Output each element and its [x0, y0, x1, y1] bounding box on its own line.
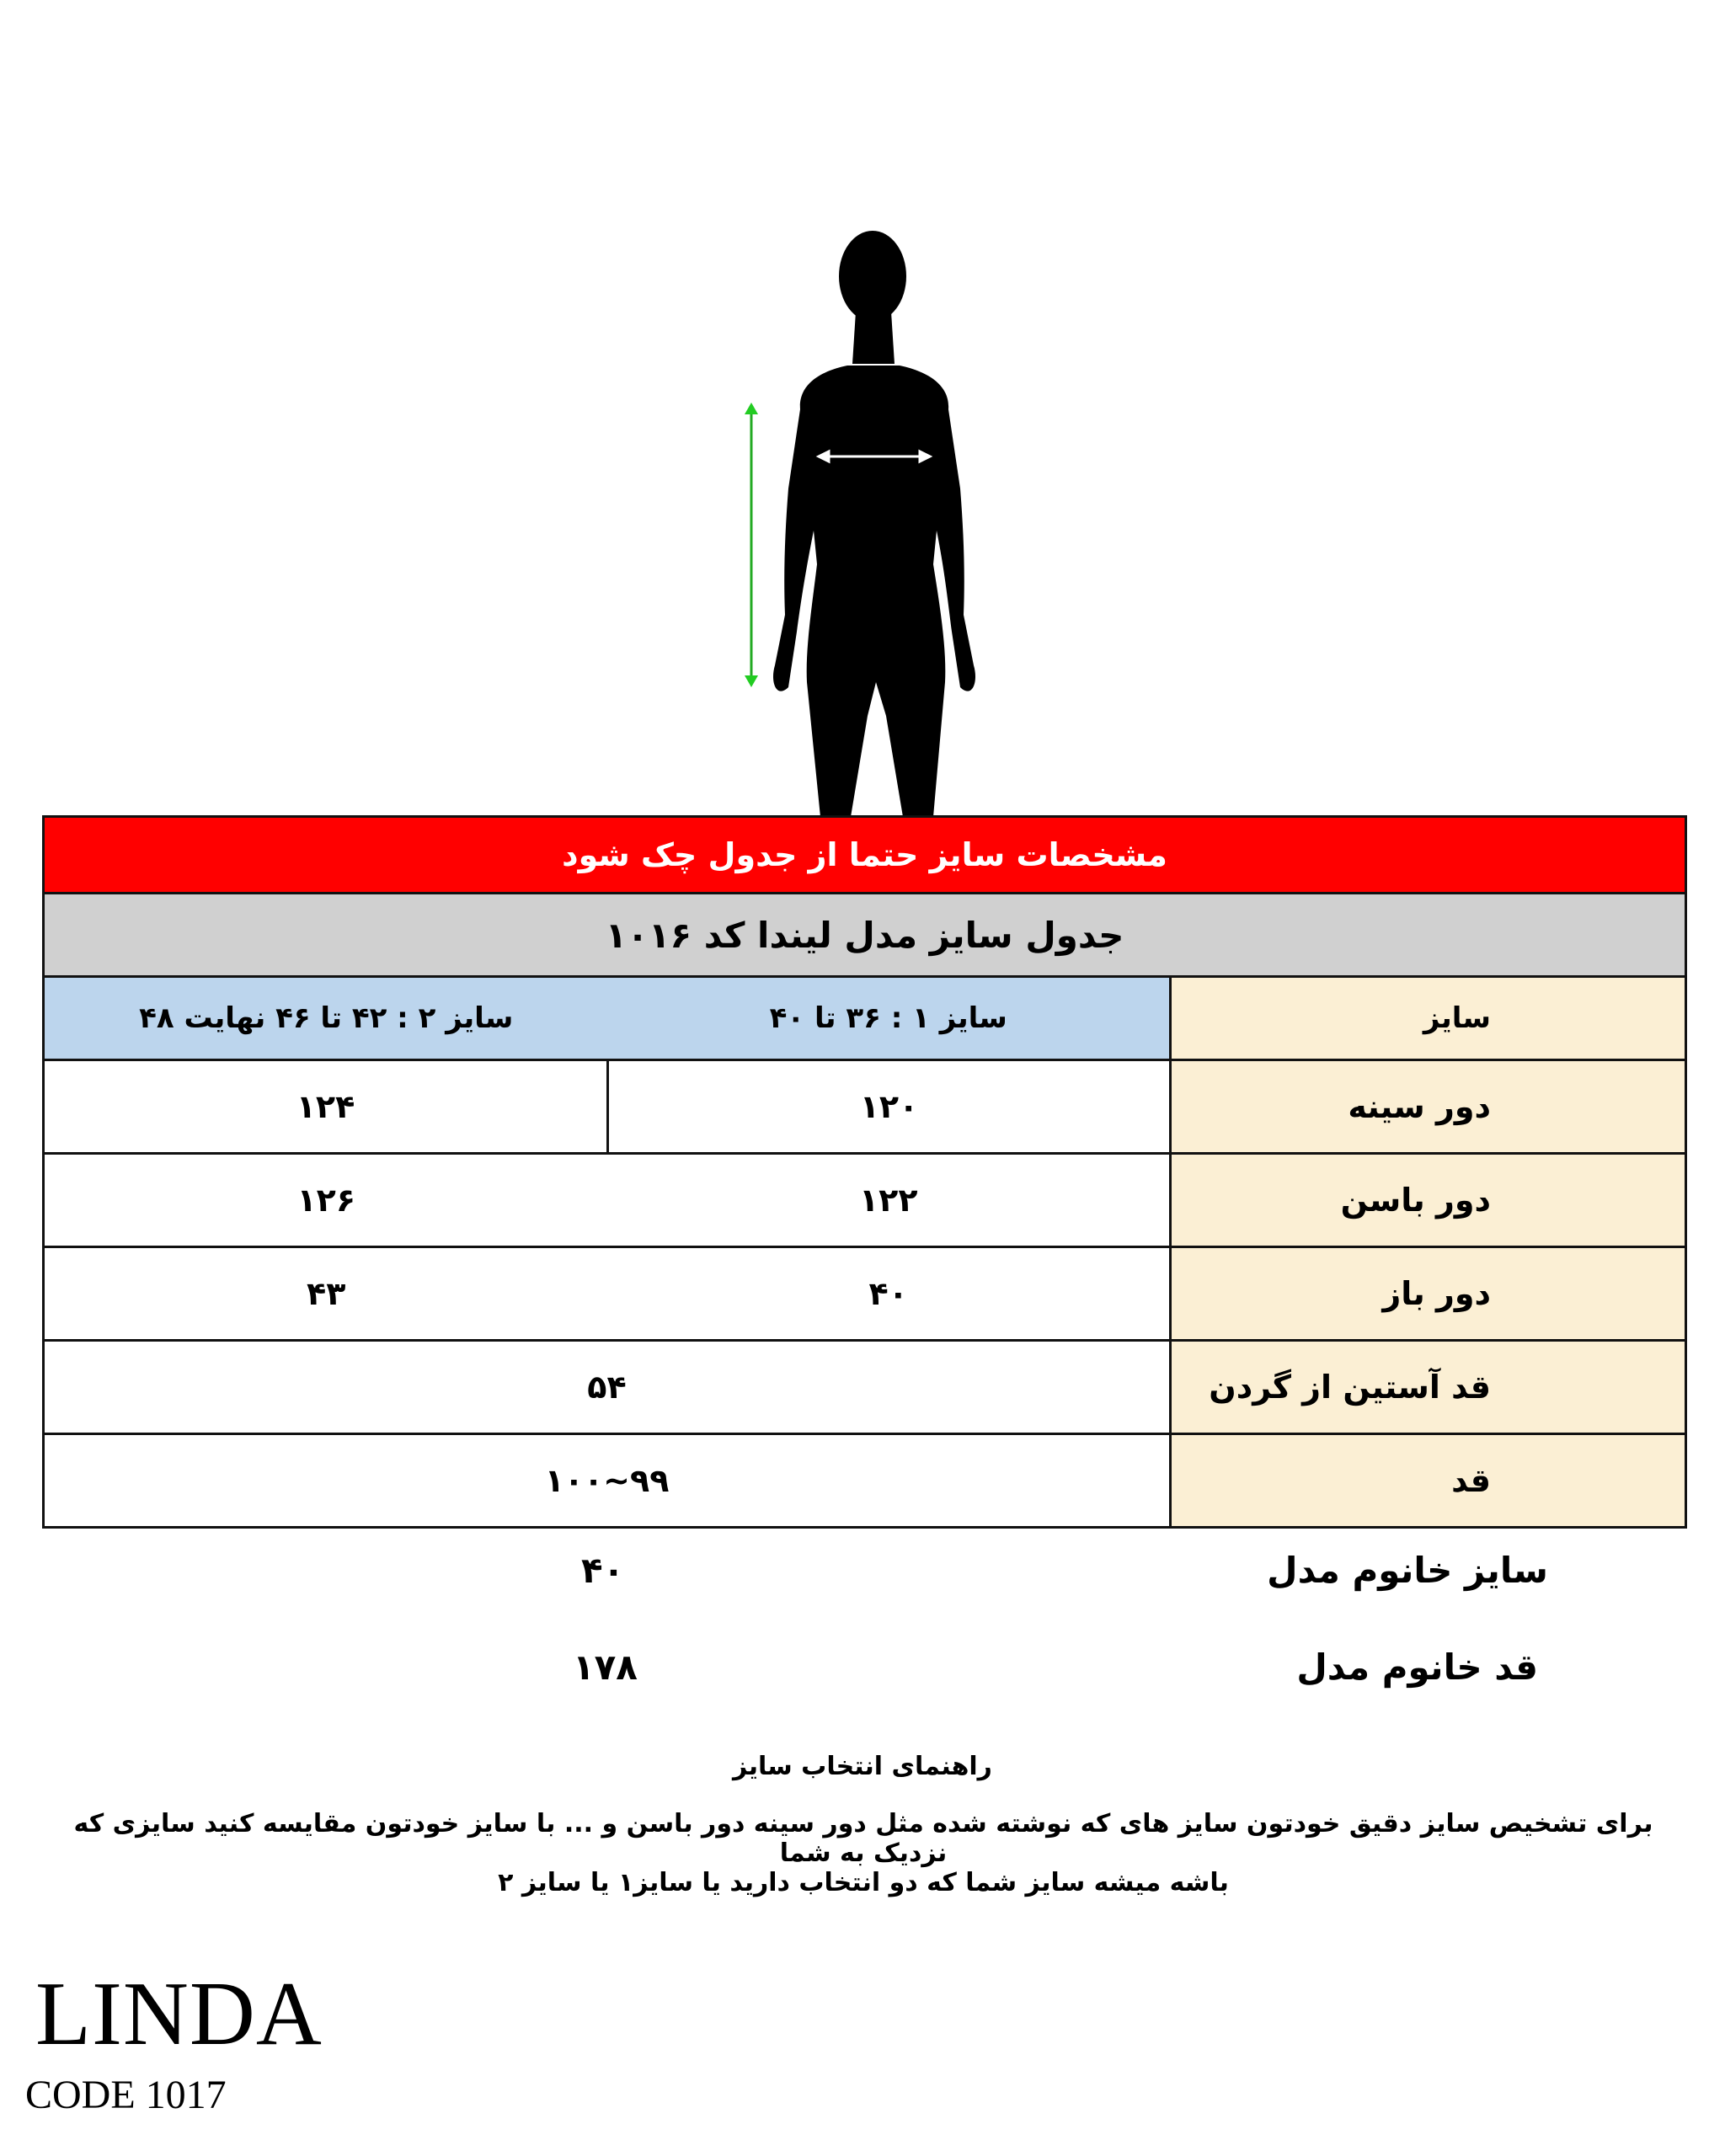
- table-title: جدول سایز مدل لیندا کد ۱۰۱۶: [44, 894, 1686, 977]
- guide-line-1: برای تشخیص سایز دقیق خودتون سایز های که نوشته شده مثل دور سینه دور باسن و ... با سایز خودتون مقایسه کنید سایزی که نزدیک به شما: [73, 1809, 1653, 1868]
- size1-value: ۱۲۰: [608, 1060, 1171, 1154]
- size-table: [42, 815, 1687, 1529]
- shared-value: ۹۹~۱۰۰: [44, 1434, 1171, 1528]
- alert-row: [44, 817, 1686, 894]
- row-label: دور سینه: [1171, 1060, 1686, 1154]
- table-row: [44, 1341, 1686, 1434]
- length-arrow-icon: [745, 403, 758, 687]
- guide-title: راهنمای انتخاب سایز: [733, 1752, 992, 1781]
- model-height-value: ۱۷۸: [573, 1646, 638, 1688]
- size-header-row: [44, 977, 1686, 1060]
- product-code: CODE 1017: [25, 2073, 227, 2117]
- size2-value: ۴۳: [44, 1247, 608, 1341]
- size2-value: ۱۲۶: [44, 1154, 608, 1247]
- size1-value: ۴۰: [608, 1247, 1171, 1341]
- guide-line-2: باشه میشه سایز شما که دو انتخاب دارید یا سایز۱ یا سایز ۲: [498, 1868, 1229, 1897]
- table-row: [44, 1434, 1686, 1528]
- model-size-value: ۴۰: [581, 1550, 625, 1591]
- row-label: قد آستین از گردن: [1171, 1341, 1686, 1434]
- size-label: سایز: [1171, 977, 1686, 1060]
- table-row: [44, 1154, 1686, 1247]
- size1-header: سایز ۱ : ۳۶ تا ۴۰: [608, 977, 1171, 1060]
- table-row: [44, 1060, 1686, 1154]
- model-silhouette: [708, 211, 1044, 817]
- row-label: دور باز: [1171, 1247, 1686, 1341]
- alert-title: مشخصات سایز حتما از جدول چک شود: [44, 817, 1686, 894]
- size1-value: ۱۲۲: [608, 1154, 1171, 1247]
- table-title-row: [44, 894, 1686, 977]
- table-row: [44, 1247, 1686, 1341]
- row-label: دور باسن: [1171, 1154, 1686, 1247]
- row-label: قد: [1171, 1434, 1686, 1528]
- model-size-label: سایز خانوم مدل: [1267, 1550, 1548, 1591]
- model-height-label: قد خانوم مدل: [1296, 1646, 1538, 1688]
- size2-value: ۱۲۴: [44, 1060, 608, 1154]
- size2-header: سایز ۲ : ۴۲ تا ۴۶ نهایت ۴۸: [44, 977, 608, 1060]
- brand-name: LINDA: [35, 1964, 323, 2064]
- shared-value: ۵۴: [44, 1341, 1171, 1434]
